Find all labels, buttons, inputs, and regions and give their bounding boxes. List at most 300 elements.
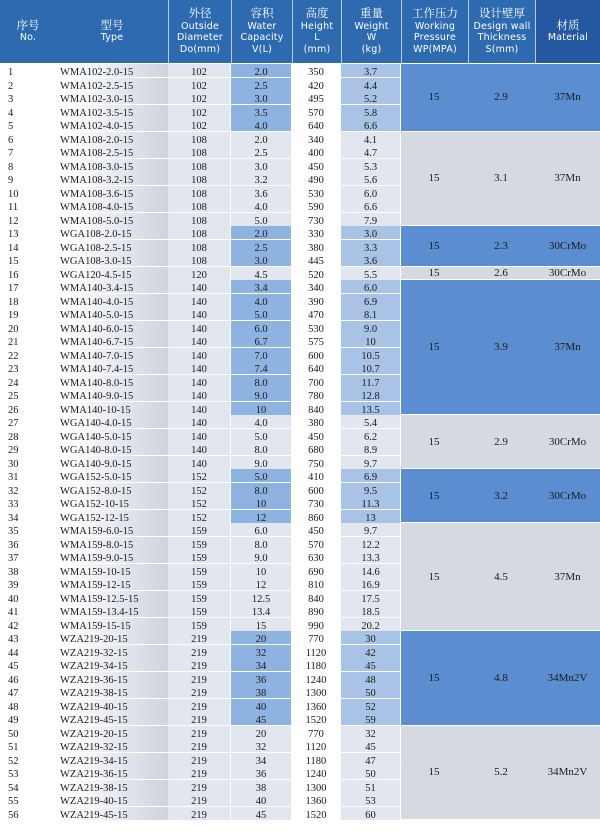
height: 390 (308, 296, 324, 308)
row-number: 2 (8, 80, 14, 92)
water-capacity: 8.0 (254, 377, 268, 389)
row-number: 11 (8, 202, 19, 213)
water-capacity: 5.0 (254, 472, 268, 483)
spec-group (401, 469, 600, 522)
table-row (0, 132, 400, 146)
outside-diameter: 140 (191, 296, 207, 308)
height: 600 (308, 350, 324, 362)
water-capacity: 20 (255, 634, 267, 645)
model-type: WMA108-2.0-15 (60, 134, 134, 146)
weight: 3.6 (363, 256, 378, 267)
height: 490 (308, 175, 324, 186)
outside-diameter: 108 (191, 134, 207, 146)
table-row (0, 780, 400, 794)
height: 1520 (305, 809, 327, 821)
weight: 9.7 (363, 526, 378, 537)
weight: 3.7 (363, 67, 378, 78)
height: 1240 (305, 674, 327, 686)
outside-diameter: 108 (191, 188, 207, 200)
table-row (0, 469, 400, 483)
row-number: 30 (8, 458, 19, 470)
table-row (0, 807, 400, 821)
outside-diameter: 140 (191, 310, 207, 321)
weight: 32 (365, 728, 376, 740)
model-type: WZA219-38-15 (60, 782, 128, 794)
weight: 50 (365, 688, 376, 699)
water-capacity: 38 (255, 782, 267, 794)
weight: 48 (365, 674, 376, 686)
water-capacity: 20 (255, 728, 267, 740)
outside-diameter: 152 (191, 472, 207, 483)
table-row (0, 105, 400, 119)
height: 1360 (305, 701, 327, 713)
weight: 6.2 (363, 431, 378, 443)
row-number: 35 (8, 526, 19, 537)
weight: 8.9 (363, 445, 378, 456)
row-number: 3 (8, 94, 14, 105)
table-row (0, 334, 400, 348)
water-capacity: 32 (255, 742, 267, 753)
height: 810 (308, 580, 324, 591)
table-row (0, 793, 400, 807)
water-capacity: 2.5 (254, 80, 268, 92)
water-capacity: 15 (255, 620, 267, 632)
weight: 9.7 (363, 458, 378, 470)
row-number: 17 (8, 283, 19, 294)
height: 330 (308, 229, 324, 240)
row-number: 20 (8, 323, 19, 335)
water-capacity: 8.0 (254, 485, 268, 497)
material: 30CrMo (548, 489, 587, 502)
height: 445 (308, 256, 324, 267)
weight: 5.8 (363, 107, 378, 119)
model-type: WZA219-32-15 (60, 742, 128, 753)
water-capacity: 13.4 (251, 607, 271, 618)
model-type: WMA140-4.0-15 (60, 296, 134, 308)
water-capacity: 45 (255, 715, 267, 726)
model-type: WMA102-2.5-15 (60, 80, 134, 92)
height: 400 (308, 148, 324, 159)
table-row (0, 321, 400, 335)
row-number: 1 (8, 67, 14, 78)
header-water-capacity: 容积 Water Capacity V(L) (231, 0, 292, 63)
row-number: 43 (8, 634, 19, 645)
outside-diameter: 152 (191, 499, 207, 510)
water-capacity: 32 (255, 647, 267, 659)
weight: 6.0 (363, 188, 378, 200)
working-pressure: 15 (428, 341, 440, 353)
table-row (0, 685, 400, 699)
water-capacity: 34 (255, 661, 267, 672)
wall-thickness: 5.2 (494, 766, 508, 779)
height: 1120 (305, 742, 327, 753)
water-capacity: 3.6 (254, 188, 268, 200)
row-number: 54 (8, 782, 19, 794)
row-number: 16 (8, 269, 19, 281)
row-number: 55 (8, 796, 19, 807)
model-type: WZA219-20-15 (60, 728, 128, 740)
water-capacity: 7.0 (254, 350, 268, 362)
height: 1520 (305, 715, 327, 726)
spec-group (401, 267, 600, 280)
weight: 4.7 (363, 148, 378, 159)
table-row (0, 118, 400, 132)
weight: 11.3 (361, 499, 380, 510)
table-row (0, 213, 400, 227)
material: 30CrMo (548, 239, 587, 252)
model-type: WMA108-3.6-15 (60, 188, 134, 200)
model-type: WMA108-3.0-15 (60, 161, 134, 173)
table-row (0, 658, 400, 672)
outside-diameter: 219 (191, 742, 207, 753)
weight: 17.5 (361, 593, 380, 605)
model-type: WMA102-3.5-15 (60, 107, 134, 119)
height: 570 (308, 539, 324, 551)
row-number: 28 (8, 431, 19, 443)
table-row (0, 402, 400, 416)
model-type: WGA108-2.5-15 (60, 242, 132, 254)
height: 730 (308, 499, 324, 510)
row-number: 52 (8, 755, 19, 767)
outside-diameter: 102 (191, 121, 207, 132)
model-type: WGA140-4.0-15 (60, 418, 132, 429)
outside-diameter: 159 (191, 593, 207, 605)
spec-group (401, 631, 600, 725)
table-row (0, 240, 400, 254)
water-capacity: 2.5 (254, 242, 268, 254)
table-row (0, 172, 400, 186)
working-pressure: 15 (428, 91, 440, 104)
weight: 60 (365, 809, 376, 821)
model-type: WMA159-12-15 (60, 580, 131, 591)
working-pressure: 15 (428, 489, 440, 502)
water-capacity: 3.5 (254, 107, 268, 119)
height: 450 (308, 526, 324, 537)
working-pressure: 15 (428, 671, 440, 684)
water-capacity: 10 (255, 566, 267, 578)
water-capacity: 40 (255, 701, 267, 713)
header-type: 型号 Type (56, 0, 168, 63)
weight: 5.4 (363, 418, 378, 429)
weight: 18.5 (361, 607, 380, 618)
wall-thickness: 4.5 (494, 570, 508, 583)
water-capacity: 3.0 (254, 94, 268, 105)
model-type: WZA219-36-15 (60, 674, 128, 686)
water-capacity: 6.0 (254, 526, 268, 537)
spec-group (401, 132, 600, 226)
model-type: WMA140-3.4-15 (60, 283, 134, 294)
outside-diameter: 108 (191, 148, 207, 159)
weight: 12.8 (361, 391, 380, 402)
weight: 4.4 (363, 80, 378, 92)
table-row (0, 510, 400, 524)
table-row (0, 226, 400, 240)
model-type: WMA108-5.0-15 (60, 215, 134, 227)
row-number: 8 (8, 161, 14, 173)
material: 37Mn (554, 91, 581, 104)
model-type: WMA140-8.0-15 (60, 377, 134, 389)
wall-thickness: 2.9 (494, 91, 508, 104)
table-row (0, 415, 400, 429)
outside-diameter: 159 (191, 580, 207, 591)
row-number: 38 (8, 566, 19, 578)
row-number: 4 (8, 107, 14, 119)
material: 37Mn (554, 341, 581, 353)
outside-diameter: 219 (191, 755, 207, 767)
row-number: 6 (8, 134, 14, 146)
outside-diameter: 152 (191, 485, 207, 497)
outside-diameter: 140 (191, 418, 207, 429)
table-row (0, 726, 400, 740)
model-type: WGA120-4.5-15 (60, 269, 132, 281)
model-type: WZA219-36-15 (60, 769, 128, 780)
model-type: WGA152-8.0-15 (60, 485, 132, 497)
weight: 14.6 (361, 566, 380, 578)
weight: 6.6 (363, 121, 378, 132)
row-number: 36 (8, 539, 19, 551)
height: 780 (308, 391, 324, 402)
table-row (0, 753, 400, 767)
water-capacity: 8.0 (254, 539, 268, 551)
model-type: WGA108-2.0-15 (60, 229, 132, 240)
row-number: 31 (8, 472, 19, 483)
model-type: WGA140-5.0-15 (60, 431, 132, 443)
outside-diameter: 219 (191, 661, 207, 672)
model-type: WMA140-7.4-15 (60, 364, 134, 375)
height: 530 (308, 323, 324, 335)
model-type: WMA140-6.7-15 (60, 337, 134, 348)
model-type: WMA159-8.0-15 (60, 539, 134, 551)
water-capacity: 5.0 (254, 431, 268, 443)
table-row (0, 294, 400, 308)
header-working-pressure: 工作压力 Working Pressure WP(MPA) (401, 0, 468, 63)
table-row (0, 496, 400, 510)
height: 750 (308, 458, 324, 470)
header-height: 高度 Height L (mm) (292, 0, 341, 63)
outside-diameter: 159 (191, 620, 207, 632)
height: 890 (308, 607, 324, 618)
outside-diameter: 159 (191, 539, 207, 551)
table-row (0, 64, 400, 78)
header-material: 材质 Material (535, 0, 600, 63)
model-type: WMA108-4.0-15 (60, 202, 134, 213)
row-number: 34 (8, 512, 19, 524)
row-number: 9 (8, 175, 14, 186)
working-pressure: 15 (428, 435, 440, 448)
model-type: WGA152-5.0-15 (60, 472, 132, 483)
model-type: WGA140-9.0-15 (60, 458, 132, 470)
water-capacity: 5.0 (254, 215, 268, 227)
table-row (0, 456, 400, 470)
table-row (0, 267, 400, 281)
outside-diameter: 108 (191, 242, 207, 254)
weight: 50 (365, 769, 376, 780)
row-number: 44 (8, 647, 19, 659)
table-row (0, 766, 400, 780)
water-capacity: 5.0 (254, 310, 268, 321)
water-capacity: 38 (255, 688, 267, 699)
height: 575 (308, 337, 324, 348)
table-row (0, 550, 400, 564)
model-type: WZA219-45-15 (60, 715, 128, 726)
weight: 5.6 (363, 175, 378, 186)
water-capacity: 6.0 (254, 323, 268, 335)
water-capacity: 9.0 (254, 458, 268, 470)
model-type: WMA159-12.5-15 (60, 593, 139, 605)
outside-diameter: 140 (191, 377, 207, 389)
water-capacity: 36 (255, 674, 267, 686)
row-number: 50 (8, 728, 19, 740)
height: 1360 (305, 796, 327, 807)
table-row (0, 523, 400, 537)
height: 380 (308, 242, 324, 254)
row-number: 33 (8, 499, 19, 510)
row-number: 7 (8, 148, 14, 159)
height: 340 (308, 134, 324, 146)
weight: 3.3 (363, 242, 378, 254)
weight: 30 (365, 634, 376, 645)
outside-diameter: 120 (191, 269, 207, 281)
height: 680 (308, 445, 324, 456)
weight: 53 (365, 796, 376, 807)
water-capacity: 12 (255, 580, 267, 591)
weight: 10.5 (361, 350, 380, 362)
weight: 5.5 (363, 269, 378, 281)
outside-diameter: 140 (191, 323, 207, 335)
height: 770 (308, 634, 324, 645)
height: 340 (308, 283, 324, 294)
weight: 52 (365, 701, 376, 713)
material: 37Mn (554, 570, 581, 583)
outside-diameter: 140 (191, 364, 207, 375)
height: 1300 (305, 688, 327, 699)
water-capacity: 3.0 (254, 256, 268, 267)
water-capacity: 45 (255, 809, 267, 821)
outside-diameter: 140 (191, 458, 207, 470)
height: 1300 (305, 782, 327, 794)
wall-thickness: 2.9 (494, 435, 508, 448)
row-number: 40 (8, 593, 19, 605)
row-number: 53 (8, 769, 19, 780)
weight: 45 (365, 742, 376, 753)
table-row (0, 645, 400, 659)
weight: 6.9 (363, 296, 378, 308)
wall-thickness: 4.8 (494, 671, 508, 684)
height: 570 (308, 107, 324, 119)
table-row (0, 375, 400, 389)
water-capacity: 4.0 (254, 418, 268, 429)
model-type: WZA219-38-15 (60, 688, 128, 699)
height: 450 (308, 431, 324, 443)
row-number: 46 (8, 674, 19, 686)
height: 590 (308, 202, 324, 213)
material: 30CrMo (548, 435, 587, 448)
water-capacity: 34 (255, 755, 267, 767)
material: 34Mn2V (547, 766, 588, 779)
spec-group (401, 64, 600, 131)
row-number: 22 (8, 350, 19, 362)
height: 770 (308, 728, 324, 740)
model-type: WMA140-5.0-15 (60, 310, 134, 321)
row-number: 42 (8, 620, 19, 632)
table-row (0, 361, 400, 375)
table-row (0, 159, 400, 173)
water-capacity: 3.0 (254, 161, 268, 173)
table-row (0, 604, 400, 618)
weight: 59 (365, 715, 376, 726)
water-capacity: 2.5 (254, 148, 268, 159)
water-capacity: 36 (255, 769, 267, 780)
row-number: 25 (8, 391, 19, 402)
table-row (0, 307, 400, 321)
row-number: 12 (8, 215, 19, 227)
row-number: 19 (8, 310, 19, 321)
weight: 16.9 (361, 580, 380, 591)
row-number: 5 (8, 121, 14, 132)
outside-diameter: 219 (191, 701, 207, 713)
height: 600 (308, 485, 324, 497)
height: 690 (308, 566, 324, 578)
outside-diameter: 219 (191, 809, 207, 821)
water-capacity: 4.0 (254, 121, 268, 132)
table-row (0, 145, 400, 159)
weight: 13 (365, 512, 376, 524)
water-capacity: 10 (255, 404, 267, 416)
model-type: WMA159-10-15 (60, 566, 131, 578)
wall-thickness: 2.3 (494, 239, 508, 252)
model-type: WGA108-3.0-15 (60, 256, 132, 267)
weight: 6.9 (363, 472, 378, 483)
model-type: WGA152-12-15 (60, 512, 129, 524)
height: 990 (308, 620, 324, 632)
height: 730 (308, 215, 324, 227)
row-number: 15 (8, 256, 19, 267)
weight: 7.9 (363, 215, 378, 227)
weight: 10.7 (361, 364, 380, 375)
outside-diameter: 140 (191, 391, 207, 402)
model-type: WMA140-6.0-15 (60, 323, 134, 335)
outside-diameter: 108 (191, 215, 207, 227)
wall-thickness: 3.1 (494, 172, 508, 185)
wall-thickness: 2.6 (494, 266, 508, 279)
header-no: 序号 No. (0, 0, 56, 63)
water-capacity: 2.0 (254, 134, 268, 146)
outside-diameter: 140 (191, 445, 207, 456)
model-type: WZA219-34-15 (60, 755, 128, 767)
outside-diameter: 140 (191, 431, 207, 443)
spec-group (401, 226, 600, 266)
water-capacity: 12.5 (251, 593, 271, 605)
model-type: WMA108-2.5-15 (60, 148, 134, 159)
table-row (0, 712, 400, 726)
model-type: WMA140-9.0-15 (60, 391, 134, 402)
water-capacity: 2.0 (254, 67, 268, 78)
weight: 5.3 (363, 161, 378, 173)
weight: 20.2 (361, 620, 380, 632)
water-capacity: 2.0 (254, 229, 268, 240)
model-type: WGA140-8.0-15 (60, 445, 132, 456)
table-row (0, 91, 400, 105)
table-row (0, 564, 400, 578)
outside-diameter: 219 (191, 715, 207, 726)
weight: 8.1 (363, 310, 378, 321)
row-number: 18 (8, 296, 19, 308)
water-capacity: 3.4 (254, 283, 268, 294)
outside-diameter: 159 (191, 566, 207, 578)
weight: 3.0 (363, 229, 378, 240)
height: 380 (308, 418, 324, 429)
working-pressure: 15 (428, 239, 440, 252)
